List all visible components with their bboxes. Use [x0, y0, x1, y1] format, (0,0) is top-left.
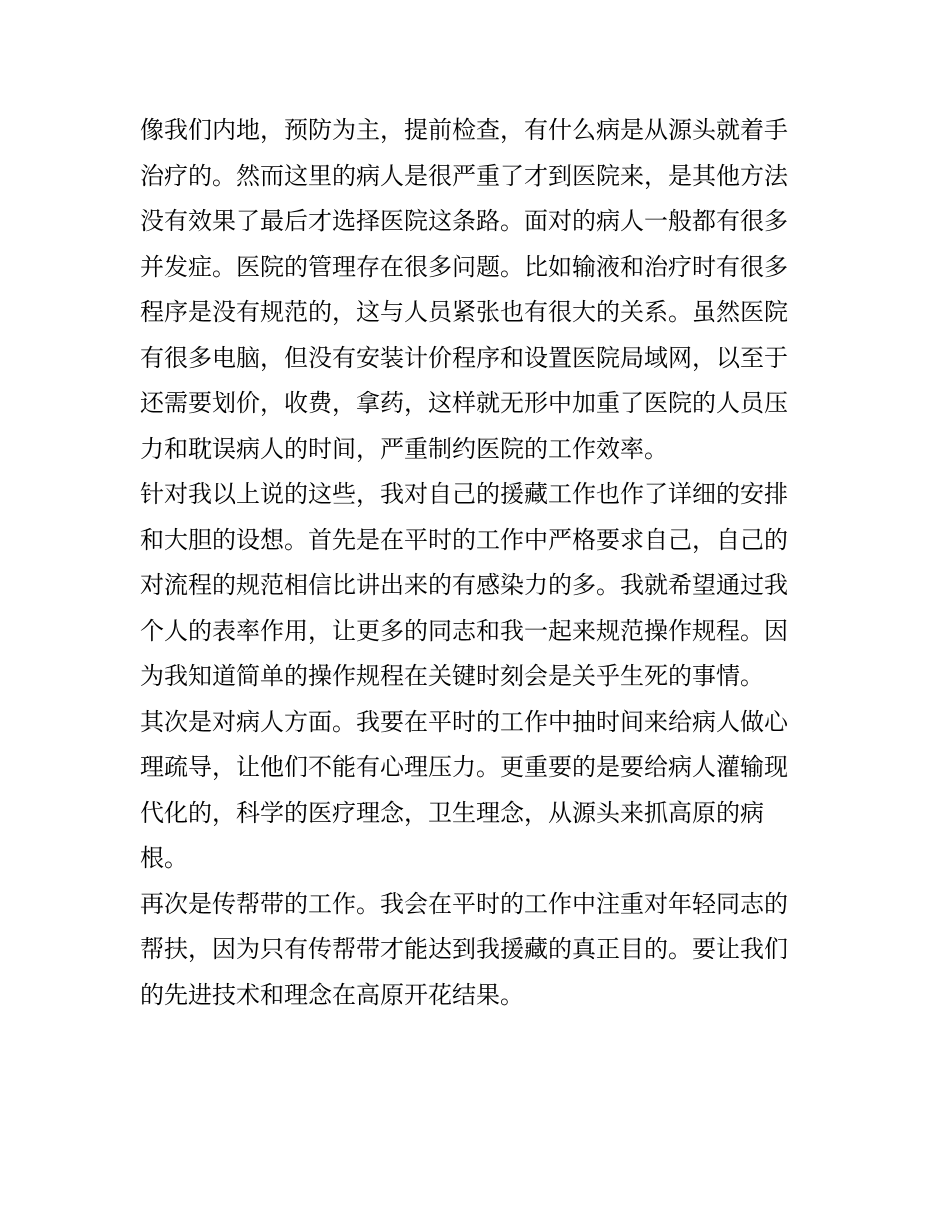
- text-line: 根。: [140, 844, 188, 872]
- text-line: 帮扶，因为只有传帮带才能达到我援藏的真正目的。要让我们: [140, 935, 788, 963]
- document-body: [140, 108, 820, 1018]
- text-line: 理疏导，让他们不能有心理压力。更重要的是要给病人灌输现: [140, 753, 788, 781]
- text-line: 没有效果了最后才选择医院这条路。面对的病人一般都有很多: [140, 207, 788, 235]
- text-line: 力和耽误病人的时间，严重制约医院的工作效率。: [140, 434, 668, 463]
- text-line: 代化的，科学的医疗理念，卫生理念，从源头来抓高原的病: [140, 798, 764, 827]
- text-line: 和大胆的设想。首先是在平时的工作中严格要求自己，自己的: [140, 525, 788, 554]
- text-line: 个人的表率作用，让更多的同志和我一起来规范操作规程。因: [140, 616, 788, 645]
- text-line: 有很多电脑，但没有安装计价程序和设置医院局域网，以至于: [140, 343, 788, 372]
- text-line: 的先进技术和理念在高原开花结果。: [140, 980, 524, 1009]
- text-line: 再次是传帮带的工作。我会在平时的工作中注重对年轻同志的: [140, 889, 788, 918]
- text-line: 治疗的。然而这里的病人是很严重了才到医院来，是其他方法: [140, 161, 788, 190]
- text-line: 并发症。医院的管理存在很多问题。比如输液和治疗时有很多: [140, 252, 788, 281]
- text-line: 针对我以上说的这些，我对自己的援藏工作也作了详细的安排: [140, 480, 788, 508]
- text-line: 程序是没有规范的，这与人员紧张也有很大的关系。虽然医院: [140, 298, 788, 326]
- text-line: 其次是对病人方面。我要在平时的工作中抽时间来给病人做心: [140, 707, 788, 736]
- text-line: 像我们内地，预防为主，提前检查，有什么病是从源头就着手: [140, 116, 788, 144]
- text-line: 还需要划价，收费，拿药，这样就无形中加重了医院的人员压: [140, 389, 788, 417]
- text-line: 对流程的规范相信比讲出来的有感染力的多。我就希望通过我: [140, 571, 788, 599]
- text-line: 为我知道简单的操作规程在关键时刻会是关乎生死的事情。: [140, 662, 764, 690]
